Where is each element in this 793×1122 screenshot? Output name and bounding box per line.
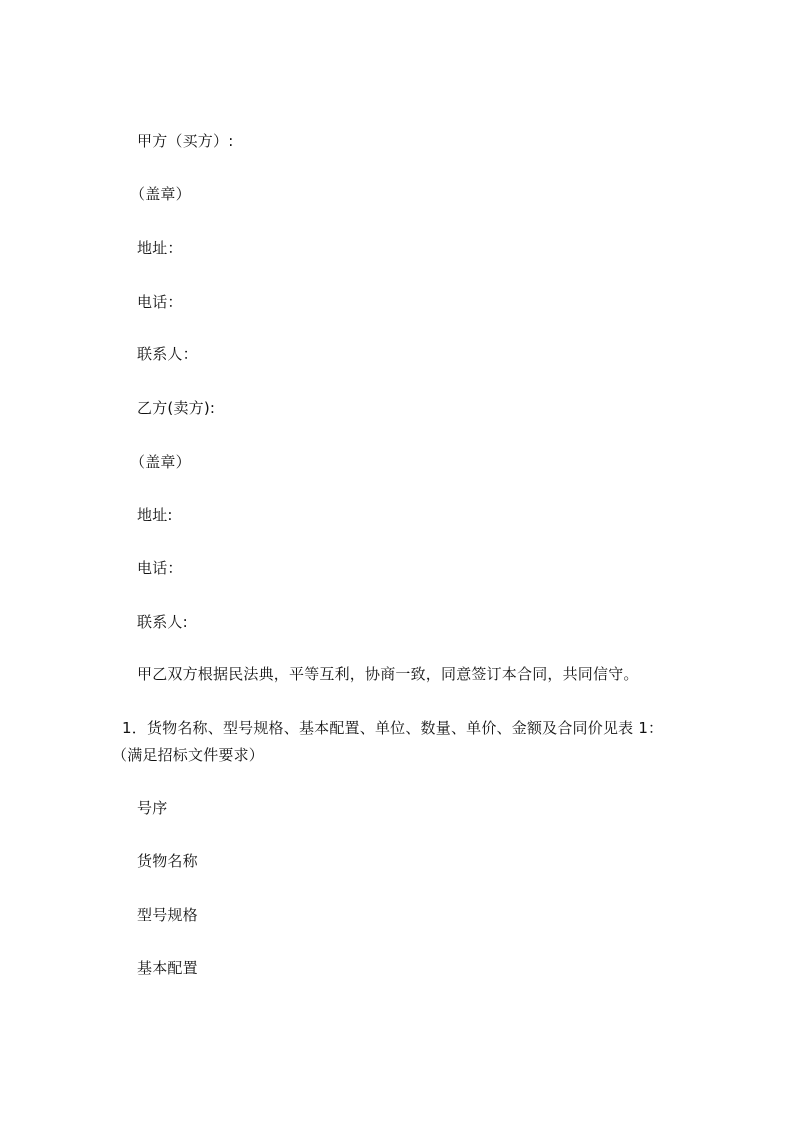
party-b-seal: （盖章） (130, 453, 191, 471)
party-a-title: 甲方（买方）: (137, 132, 234, 150)
table-field-goods-name: 货物名称 (137, 852, 198, 870)
agreement-paragraph: 甲乙双方根据民法典，平等互利，协商一致，同意签订本合同，共同信守。 (137, 665, 639, 683)
table-field-model-spec: 型号规格 (137, 906, 198, 924)
table-field-basic-config: 基本配置 (137, 959, 198, 977)
party-b-phone-label: 电话： (137, 559, 183, 577)
party-b-address-label: 地址: (137, 506, 173, 524)
party-b-title: 乙方(卖方): (137, 399, 216, 417)
party-a-seal: （盖章） (130, 185, 191, 203)
party-a-address-label: 地址： (137, 239, 183, 257)
party-b-contact-label: 联系人: (137, 613, 188, 631)
party-a-phone-label: 电话： (137, 293, 183, 311)
party-a-contact-label: 联系人： (137, 345, 198, 363)
table-field-serial-number: 号序 (137, 799, 168, 817)
clause-1-line-1: 1．货物名称、型号规格、基本配置、单位、数量、单价、金额及合同价见表 1： (122, 719, 664, 737)
clause-1-line-2: （满足招标文件要求） (112, 746, 265, 764)
